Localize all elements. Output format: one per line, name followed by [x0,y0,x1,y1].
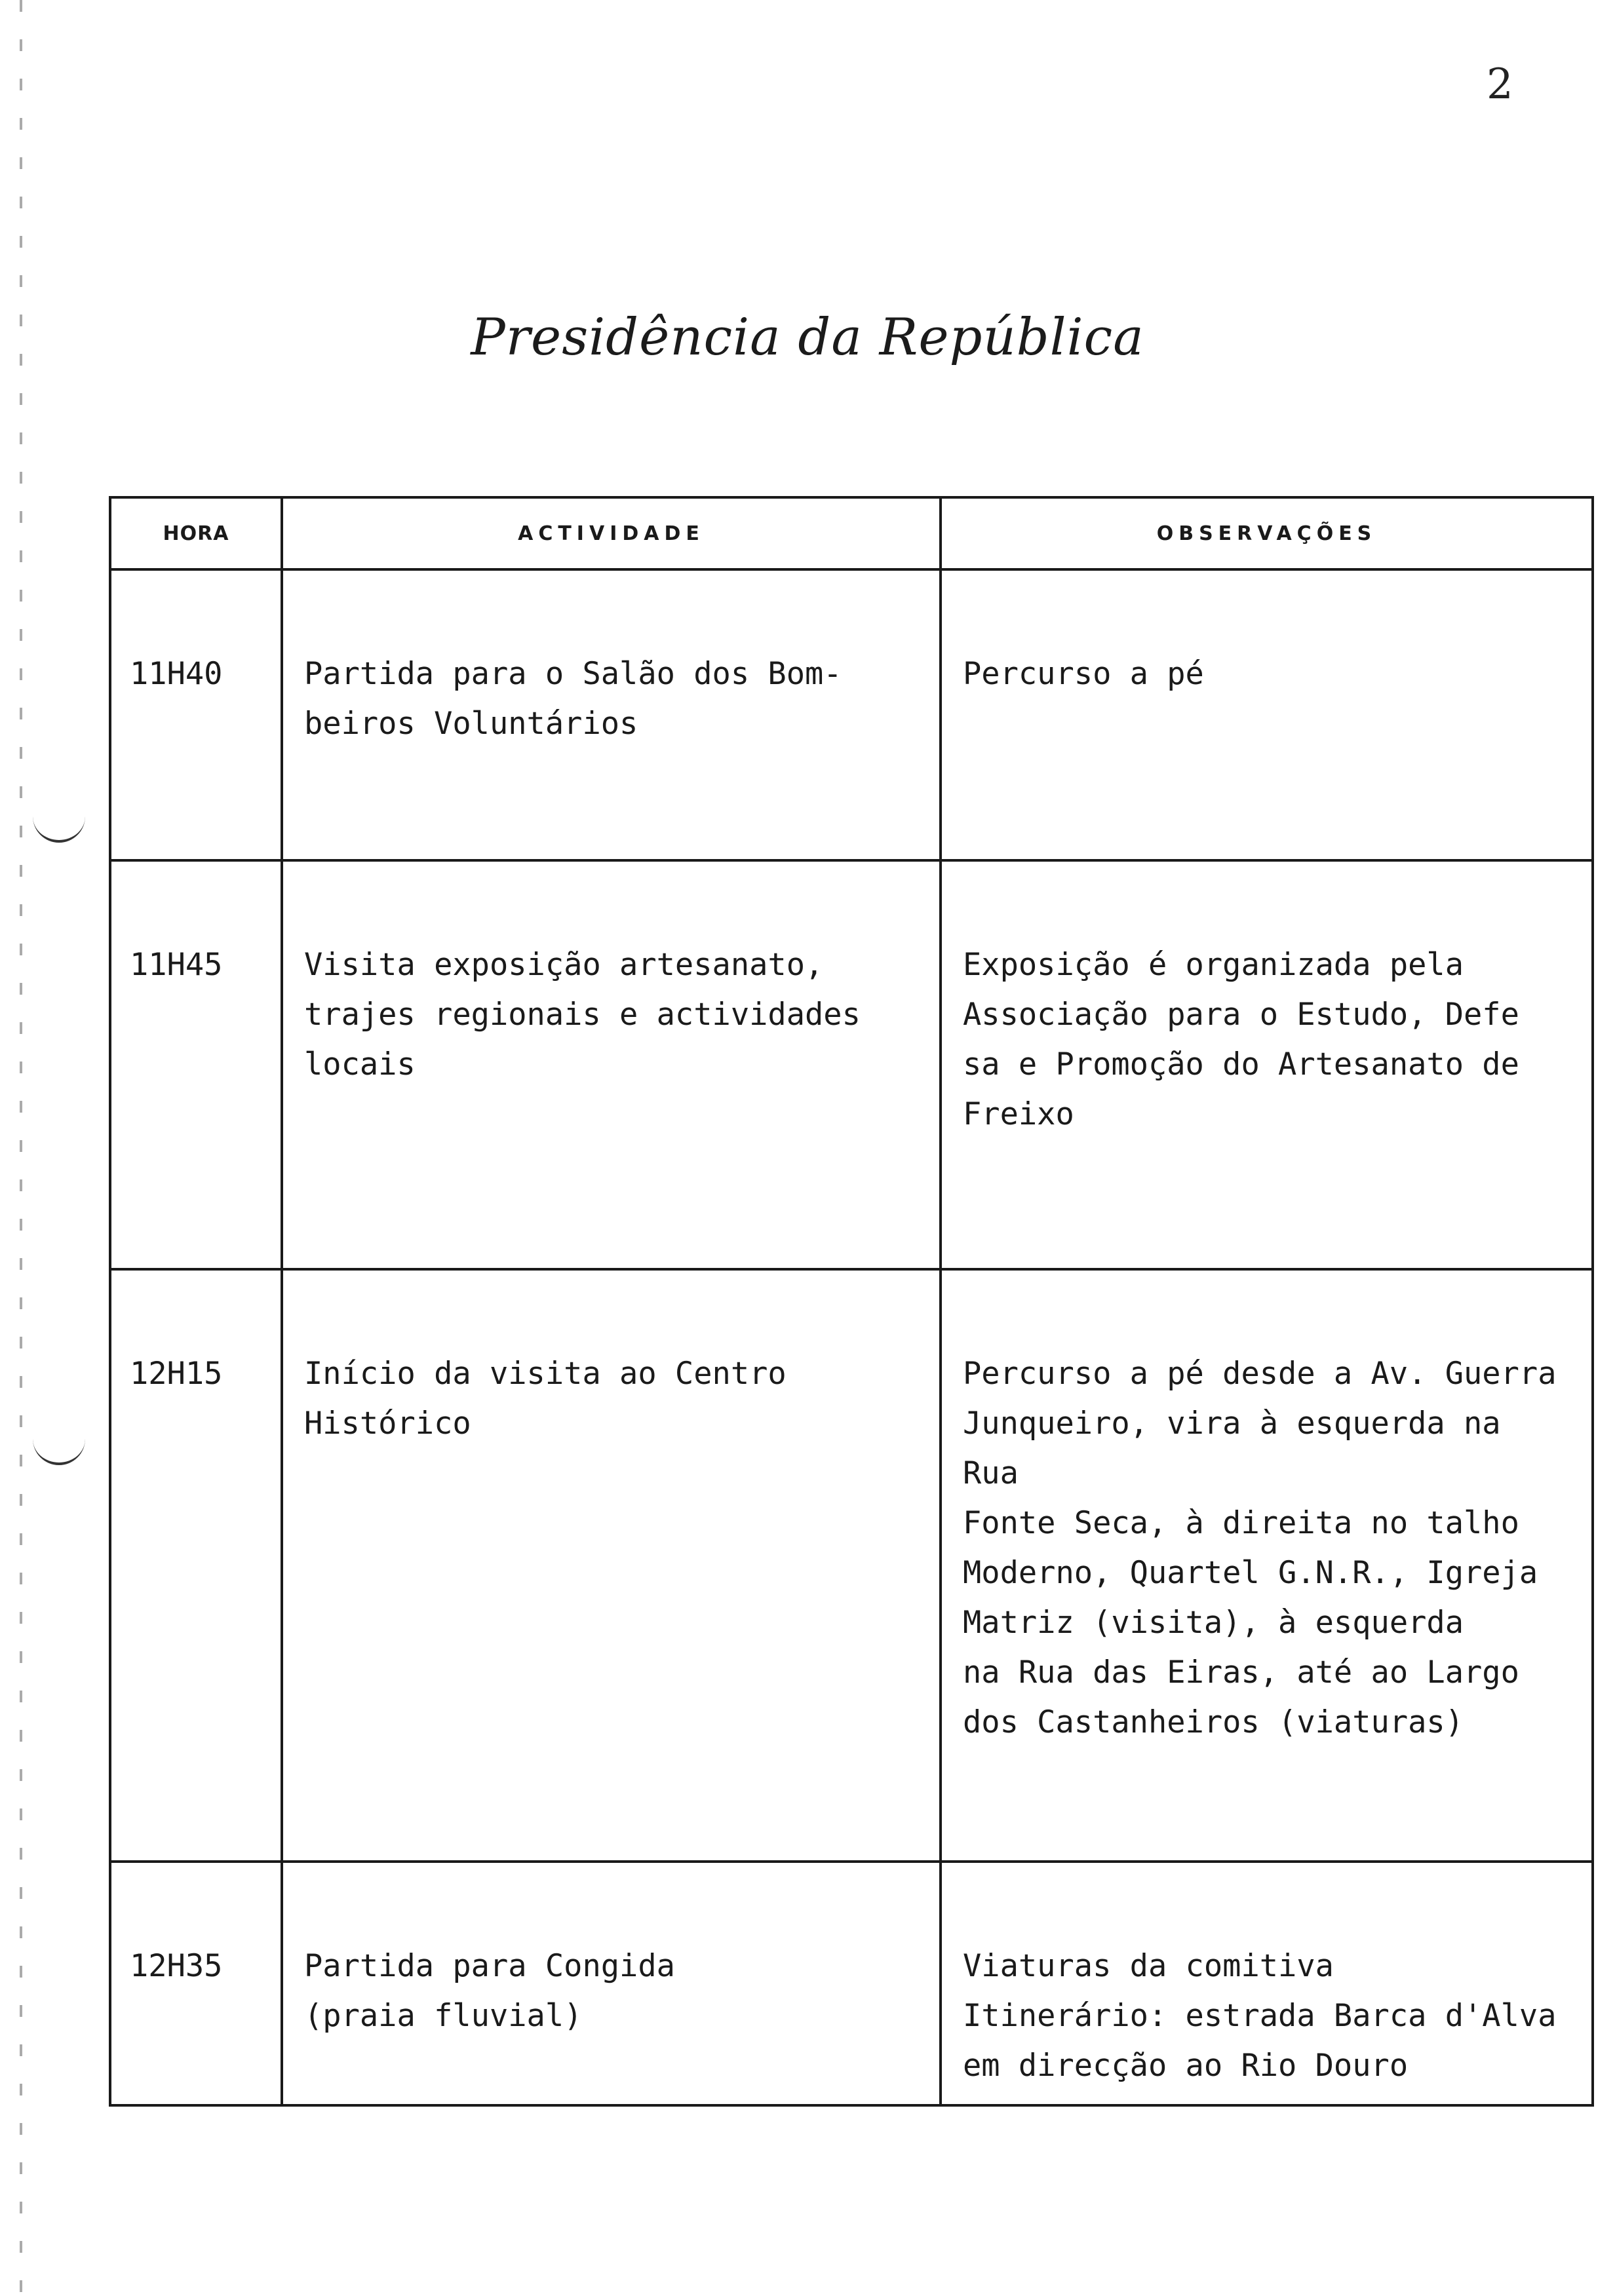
punch-hole-mark [33,813,85,843]
cell-hora: 11H45 [110,860,282,1269]
cell-actividade: Partida para Congida (praia fluvial) [282,1862,941,2105]
cell-actividade: Partida para o Salão dos Bom- beiros Voluntários [282,569,941,860]
cell-observacoes: Viaturas da comitiva Itinerário: estrada Barca d'Alva em direcção ao Rio Douro [941,1862,1593,2105]
column-header-hora: HORA [110,497,282,569]
table-row [110,569,1593,860]
table-row [110,1862,1593,2105]
table-header-row [110,497,1593,569]
punch-hole-mark [33,1435,85,1465]
cell-actividade: Início da visita ao Centro Histórico [282,1269,941,1862]
column-header-actividade: ACTIVIDADE [282,497,941,569]
cell-observacoes: Exposição é organizada pela Associação para o Estudo, Defe sa e Promoção do Artesanato de Freixo [941,860,1593,1269]
letterhead-title: Presidência da República [471,308,1144,367]
schedule-table [109,496,1594,2107]
table-row [110,860,1593,1269]
column-header-observacoes: OBSERVAÇÕES [941,497,1593,569]
cell-actividade: Visita exposição artesanato, trajes regionais e actividades locais [282,860,941,1269]
page-number: 2 [1487,60,1513,109]
cell-hora: 11H40 [110,569,282,860]
cell-observacoes: Percurso a pé desde a Av. Guerra Junqueiro, vira à esquerda na Rua Fonte Seca, à direita no talho Moderno, Quartel G.N.R., Igreja Matriz (visita), à esquerda na Rua das Eiras, até ao Largo dos Castanheiros (viaturas) [941,1269,1593,1862]
cell-hora: 12H15 [110,1269,282,1862]
cell-hora: 12H35 [110,1862,282,2105]
cell-observacoes: Percurso a pé [941,569,1593,860]
table-row [110,1269,1593,1862]
